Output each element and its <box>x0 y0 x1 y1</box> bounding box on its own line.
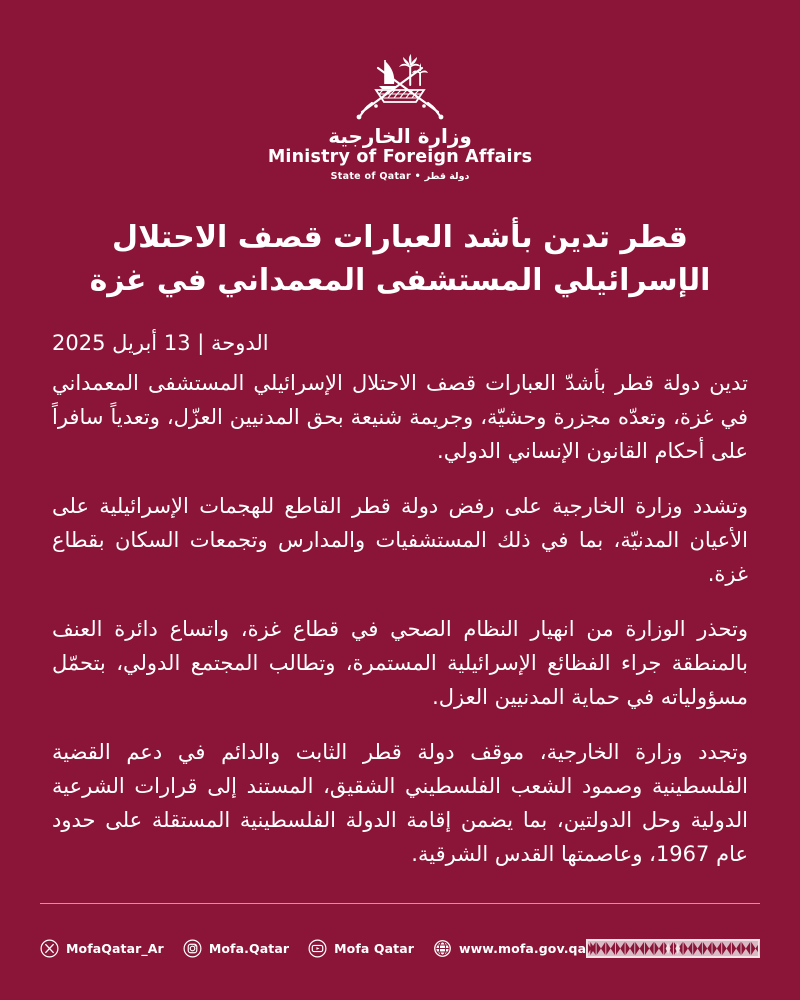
qatar-state-emblem-icon <box>352 46 448 120</box>
ministry-name-arabic: وزارة الخارجية <box>328 124 472 148</box>
x-twitter-icon <box>40 939 59 958</box>
social-link-website[interactable] <box>433 939 586 958</box>
social-handle: www.mofa.gov.qa <box>459 940 587 956</box>
globe-icon <box>433 939 452 958</box>
statement-paragraph: وتشدد وزارة الخارجية على رفض دولة قطر القاطع للهجمات الإسرائيلية على الأعيان المدنيّة، بما في ذلك المستشفيات والمدارس وتجمعات السكان بقطاع غزة. <box>52 493 748 586</box>
statement-title: قطر تدين بأشد العبارات قصف الاحتلال الإسرائيلي المستشفى المعمداني في غزة <box>89 220 711 298</box>
statement-body <box>52 302 748 1000</box>
dhow-boat <box>379 60 397 89</box>
ministry-name-english: Ministry of Foreign Affairs <box>267 147 533 167</box>
ministry-wordmark <box>268 126 532 181</box>
footer <box>0 925 800 971</box>
social-handle: Mofa Qatar <box>334 940 415 956</box>
social-link-x[interactable] <box>40 939 164 958</box>
statement-paragraph: وتحذر الوزارة من انهيار النظام الصحي في قطاع غزة، واتساع دائرة العنف بالمنطقة جراء الفظائع الإسرائيلية المستمرة، وتطالب المجتمع الدولي، بتحمّل مسؤولياته في حماية المدنيين العزل. <box>52 616 748 709</box>
sword-pommel-right <box>439 115 444 120</box>
social-handle: Mofa.Qatar <box>208 940 290 956</box>
youtube-icon <box>308 939 327 958</box>
social-link-instagram[interactable] <box>183 939 289 958</box>
statement-paragraph: تدين دولة قطر بأشدّ العبارات قصف الاحتلال الإسرائيلي المستشفى المعمداني في غزة، وتعدّه مجزرة وحشيّة، وجريمة شنيعة بحق المدنيين العزّل، وتعدياً سافراً على أحكام القانون الإنساني الدولي. <box>52 370 748 463</box>
header <box>0 0 800 181</box>
instagram-icon <box>183 939 202 958</box>
sword-pommel-left <box>357 115 362 120</box>
dateline: الدوحة | 13 أبريل 2025 <box>52 331 269 356</box>
social-handle: MofaQatar_Ar <box>66 940 164 956</box>
social-links <box>40 939 586 958</box>
state-of-qatar-line: State of Qatar • دولة قطر <box>330 170 470 182</box>
sadu-pattern-band-icon <box>586 939 760 958</box>
social-link-youtube[interactable] <box>308 939 414 958</box>
statement-paragraph: وتجدد وزارة الخارجية، موقف دولة قطر الثابت والدائم في دعم القضية الفلسطينية وصمود الشعب الفلسطيني الشقيق، المستند إلى قرارات الشرعية الدولية وحل الدولتين، بما يضمن إقامة الدولة الفلسطينية المستقلة على حدود عام 1967، وعاصمتها القدس الشرقية. <box>52 739 748 866</box>
footer-divider <box>40 903 760 904</box>
